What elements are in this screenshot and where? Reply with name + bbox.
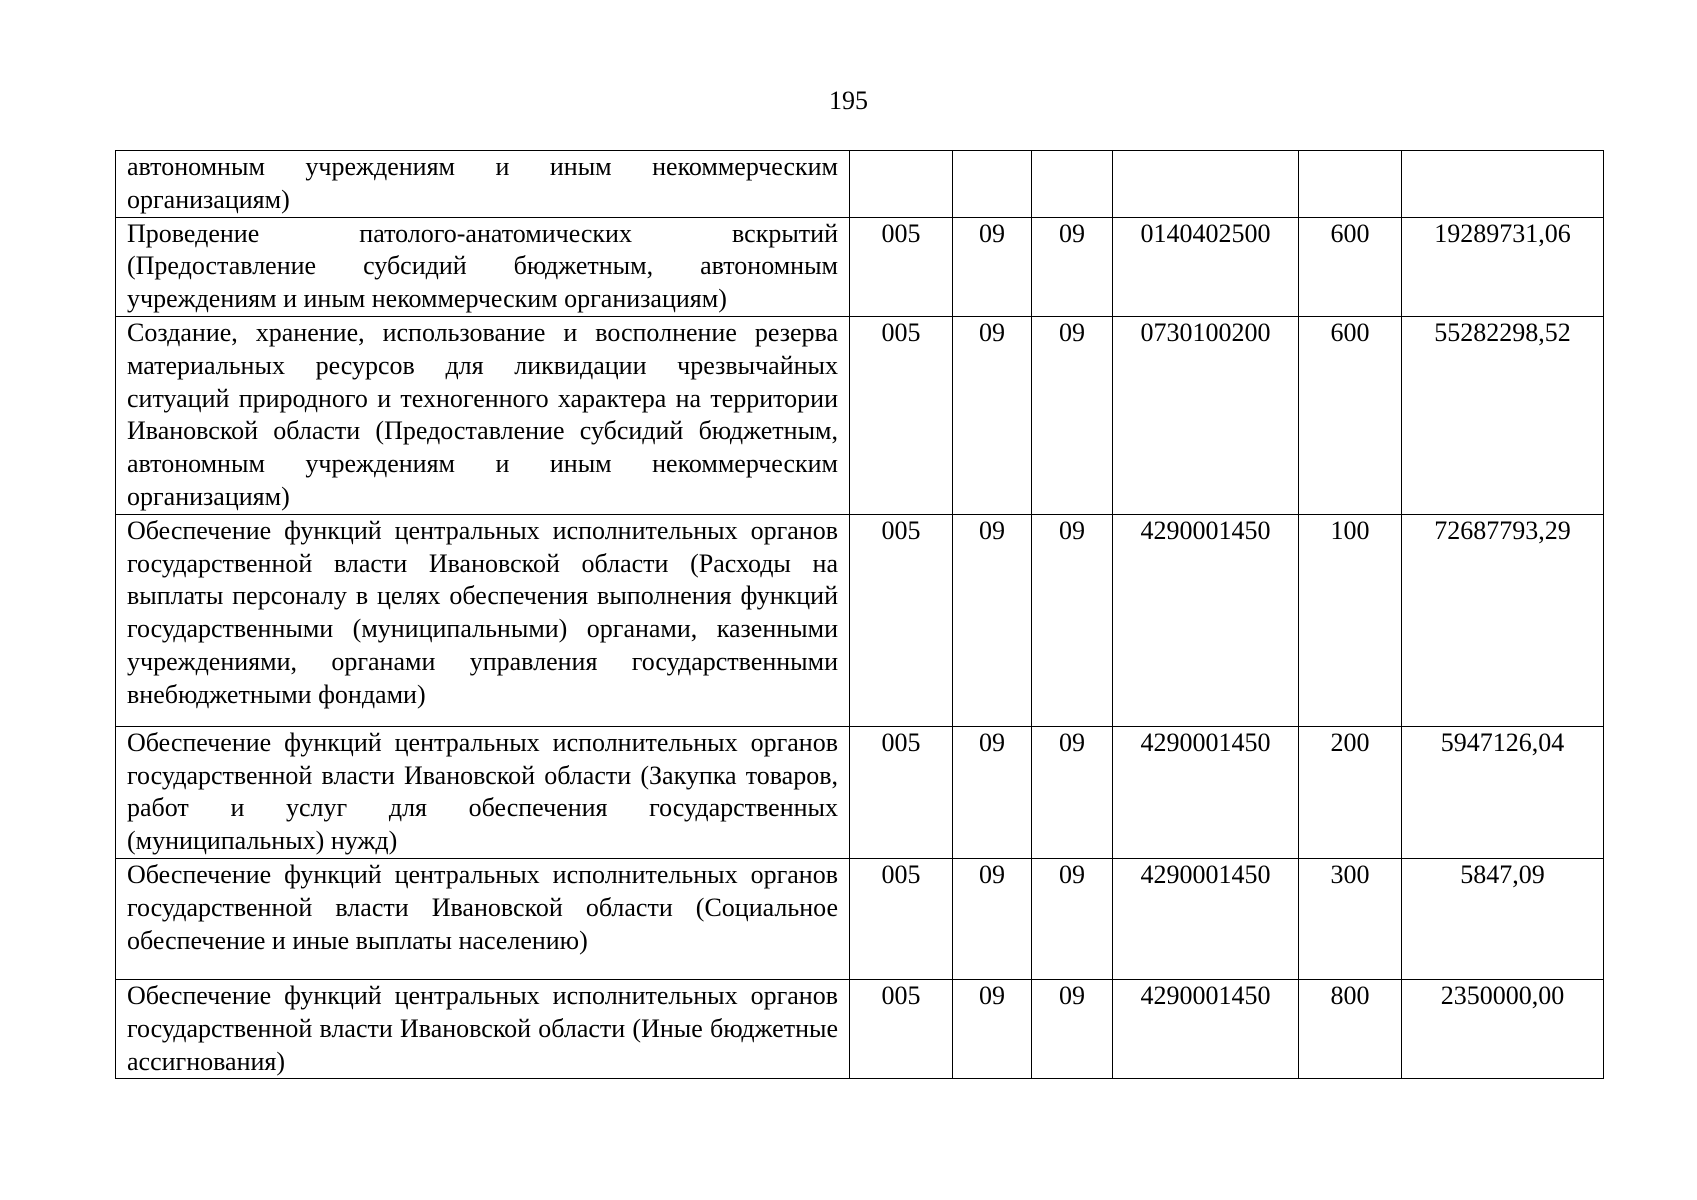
section-code-cell: 09 — [953, 858, 1032, 979]
amount-cell: 5947126,04 — [1402, 726, 1604, 858]
target-article-cell: 4290001450 — [1113, 514, 1299, 726]
subsection-code-cell: 09 — [1032, 858, 1113, 979]
target-article-cell: 4290001450 — [1113, 979, 1299, 1078]
target-article-cell: 4290001450 — [1113, 858, 1299, 979]
subsection-code-cell: 09 — [1032, 726, 1113, 858]
ministry-code-cell: 005 — [850, 858, 953, 979]
target-article-cell: 0140402500 — [1113, 217, 1299, 316]
description-cell: Обеспечение функций центральных исполнительных органов государственной власти Ивановской области (Социальное обеспечение и иные выплаты населению) — [116, 858, 850, 979]
amount-cell: 55282298,52 — [1402, 316, 1604, 514]
expense-type-cell: 200 — [1299, 726, 1402, 858]
expense-type-cell: 100 — [1299, 514, 1402, 726]
table-row — [116, 726, 1604, 858]
table-row — [116, 514, 1604, 726]
section-code-cell: 09 — [953, 217, 1032, 316]
table-row — [116, 316, 1604, 514]
description-cell: Создание, хранение, использование и восполнение резерва материальных ресурсов для ликвидации чрезвычайных ситуаций природного и техногенного характера на территории Ивановской области (Предоставление субсидий бюджетным, автономным учреждениям и иным некоммерческим организациям) — [116, 316, 850, 514]
section-code-cell: 09 — [953, 514, 1032, 726]
table-row — [116, 151, 1604, 218]
ministry-code-cell: 005 — [850, 316, 953, 514]
ministry-code-cell: 005 — [850, 514, 953, 726]
budget-table — [115, 150, 1604, 1079]
description-cell: Обеспечение функций центральных исполнительных органов государственной власти Ивановской области (Закупка товаров, работ и услуг для обеспечения государственных (муниципальных) нужд) — [116, 726, 850, 858]
table-row — [116, 217, 1604, 316]
section-code-cell: 09 — [953, 979, 1032, 1078]
amount-cell: 72687793,29 — [1402, 514, 1604, 726]
subsection-code-cell: 09 — [1032, 217, 1113, 316]
amount-cell — [1402, 151, 1604, 218]
page-number: 195 — [829, 86, 868, 115]
description-cell: Обеспечение функций центральных исполнительных органов государственной власти Ивановской области (Расходы на выплаты персоналу в целях обеспечения выполнения функций государственными (муниципальными) органами, казенными учреждениями, органами управления государственными внебюджетными фондами) — [116, 514, 850, 726]
expense-type-cell: 600 — [1299, 316, 1402, 514]
section-code-cell: 09 — [953, 726, 1032, 858]
subsection-code-cell — [1032, 151, 1113, 218]
amount-cell: 19289731,06 — [1402, 217, 1604, 316]
amount-cell: 5847,09 — [1402, 858, 1604, 979]
table-body — [116, 151, 1604, 1079]
ministry-code-cell: 005 — [850, 726, 953, 858]
subsection-code-cell: 09 — [1032, 514, 1113, 726]
amount-cell: 2350000,00 — [1402, 979, 1604, 1078]
description-cell: Проведение патолого-анатомических вскрытий (Предоставление субсидий бюджетным, автономным учреждениям и иным некоммерческим организациям) — [116, 217, 850, 316]
expense-type-cell — [1299, 151, 1402, 218]
description-cell: автономным учреждениям и иным некоммерческим организациям) — [116, 151, 850, 218]
target-article-cell — [1113, 151, 1299, 218]
expense-type-cell: 300 — [1299, 858, 1402, 979]
target-article-cell: 4290001450 — [1113, 726, 1299, 858]
expense-type-cell: 800 — [1299, 979, 1402, 1078]
ministry-code-cell: 005 — [850, 217, 953, 316]
table-row — [116, 858, 1604, 979]
subsection-code-cell: 09 — [1032, 316, 1113, 514]
ministry-code-cell: 005 — [850, 979, 953, 1078]
ministry-code-cell — [850, 151, 953, 218]
table-row — [116, 979, 1604, 1078]
subsection-code-cell: 09 — [1032, 979, 1113, 1078]
target-article-cell: 0730100200 — [1113, 316, 1299, 514]
description-cell: Обеспечение функций центральных исполнительных органов государственной власти Ивановской области (Иные бюджетные ассигнования) — [116, 979, 850, 1078]
section-code-cell — [953, 151, 1032, 218]
section-code-cell: 09 — [953, 316, 1032, 514]
expense-type-cell: 600 — [1299, 217, 1402, 316]
